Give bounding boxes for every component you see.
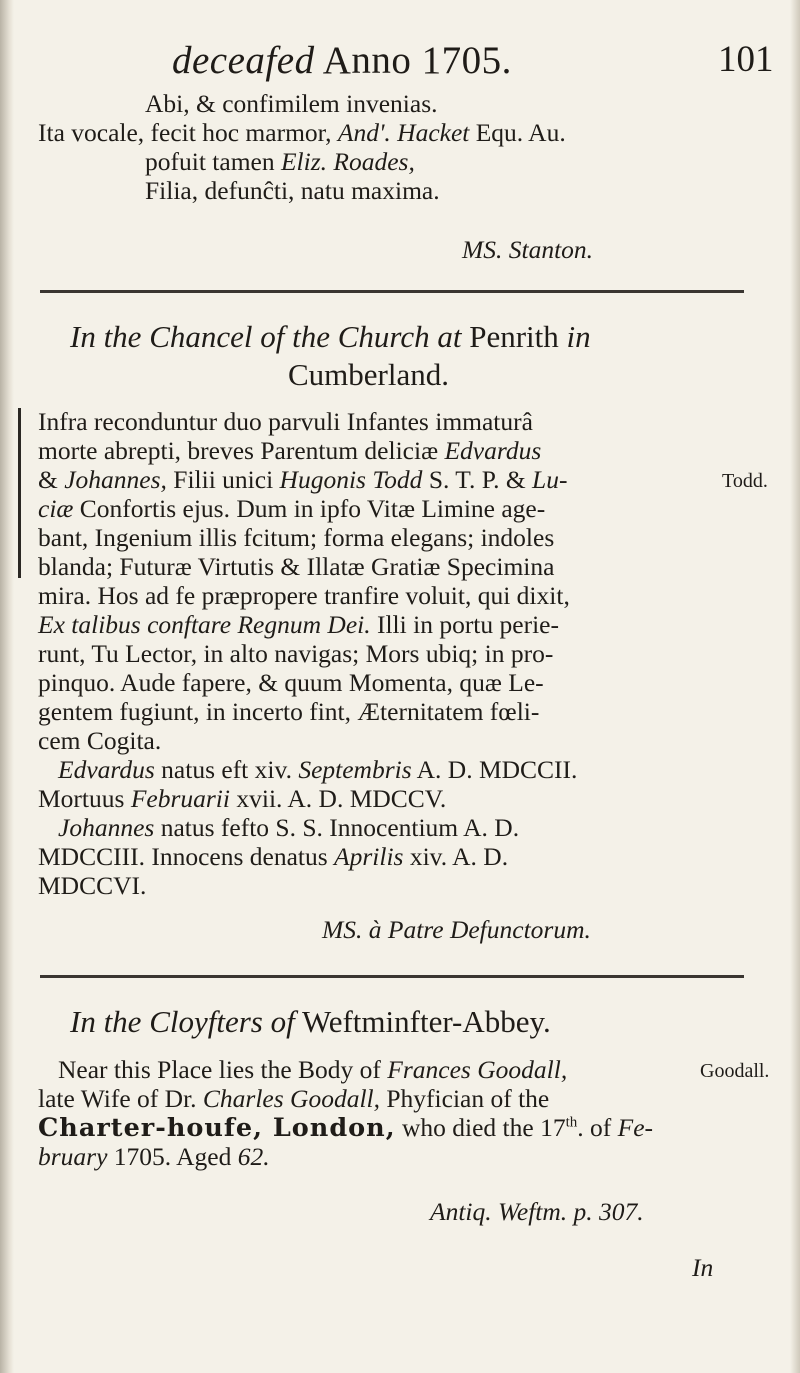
inscription-line: ciæ Confortis ejus. Dum in ipfo Vitæ Limine age-: [38, 494, 546, 523]
source-citation: MS. à Patre Defunctorum.: [322, 915, 591, 944]
epitaph-line: Abi, & confimilem invenias.: [145, 89, 438, 118]
section-heading: In the Chancel of the Church at Penrith in: [70, 319, 591, 354]
page-gutter-shadow: [0, 0, 14, 1373]
epitaph-line: Ita vocale, fecit hoc marmor, And'. Hacket Equ. Au.: [38, 118, 566, 147]
source-citation: MS. Stanton.: [462, 235, 594, 264]
source-citation: Antiq. Weftm. p. 307.: [430, 1197, 644, 1226]
inscription-line: bant, Ingenium illis fcitum; forma elegans; indoles: [38, 523, 555, 552]
inscription-line: pinquo. Aude fapere, & quum Momenta, quæ Le-: [38, 668, 544, 697]
inscription-line: bruary 1705. Aged 62.: [38, 1142, 270, 1171]
running-title: deceafed Anno 1705.: [172, 39, 512, 82]
inscription-line: late Wife of Dr. Charles Goodall, Phyfician of the: [38, 1084, 550, 1113]
inscription-line: Near this Place lies the Body of Frances Goodall,: [58, 1055, 568, 1084]
inscription-line: morte abrepti, breves Parentum deliciæ Edvardus: [38, 436, 542, 465]
section-divider: [40, 975, 744, 978]
inscription-line: & Johannes, Filii unici Hugonis Todd S. T. P. & Lu-: [38, 465, 568, 494]
inscription-line: Charter-houfe, London, who died the 17th. of Fe-: [38, 1113, 654, 1143]
date-line: MDCCIII. Innocens denatus Aprilis xiv. A. D.: [38, 842, 509, 871]
catchword: In: [692, 1253, 714, 1282]
inscription-line: runt, Tu Lector, in alto navigas; Mors ubiq; in pro-: [38, 639, 554, 668]
inscription-line: blanda; Futuræ Virtutis & Illatæ Gratiæ Specimina: [38, 552, 555, 581]
margin-note: Todd.: [722, 470, 768, 492]
epitaph-line: pofuit tamen Eliz. Roades,: [145, 147, 415, 176]
date-line: Mortuus Februarii xvii. A. D. MDCCV.: [38, 784, 447, 813]
margin-note: Goodall.: [700, 1060, 770, 1082]
print-margin-mark: [18, 408, 21, 578]
inscription-line: mira. Hos ad fe præpropere tranfire voluit, qui dixit,: [38, 581, 570, 610]
inscription-line: Ex talibus conftare Regnum Dei. Illi in portu perie-: [38, 610, 559, 639]
date-line: Edvardus natus eft xiv. Septembris A. D. MDCCII.: [58, 755, 578, 784]
inscription-line: cem Cogita.: [38, 726, 162, 755]
inscription-line: gentem fugiunt, in incerto fint, Æternitatem fœli-: [38, 697, 540, 726]
section-heading: Cumberland.: [288, 357, 449, 392]
page-number: 101: [718, 39, 774, 80]
section-heading: In the Cloyfters of Weftminfter-Abbey.: [70, 1004, 551, 1039]
epitaph-line: Filia, defunĉti, natu maxima.: [145, 176, 440, 205]
section-divider: [40, 290, 744, 293]
inscription-line: Infra reconduntur duo parvuli Infantes immaturâ: [38, 407, 533, 436]
date-line: MDCCVI.: [38, 871, 147, 900]
page-edge-shadow: [790, 0, 800, 1373]
date-line: Johannes natus fefto S. S. Innocentium A. D.: [58, 813, 520, 842]
